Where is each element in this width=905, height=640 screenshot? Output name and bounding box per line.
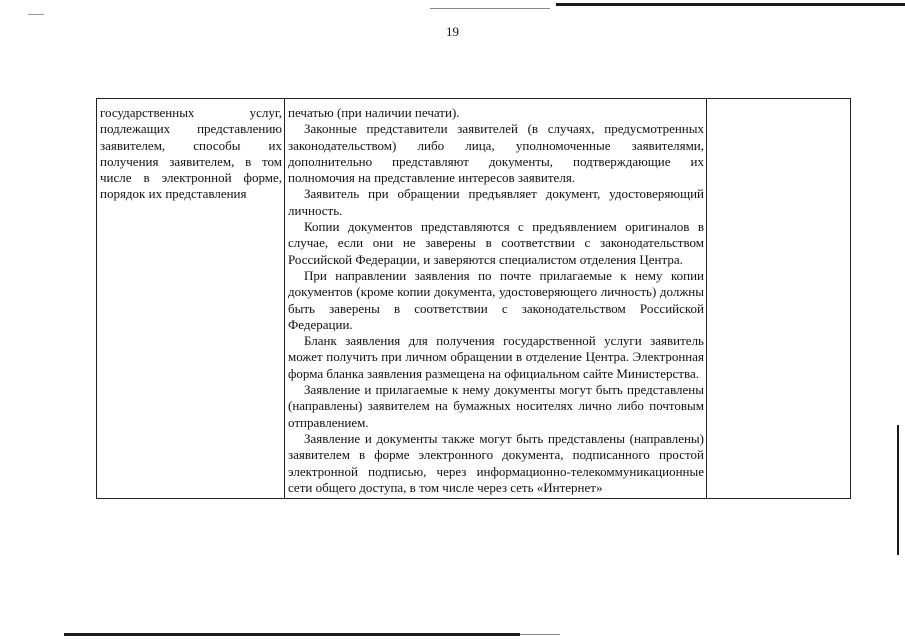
paragraph: Заявление и документы также могут быть представлены (направлены) заявителем в форме электронного документа, подписанного простой электронной подписью, через информационно-телекоммуникационные сети общего доступа, в том числе через сеть «Интернет» <box>288 430 704 495</box>
scan-line-bottom-thin <box>520 634 560 635</box>
scan-line-bottom <box>64 633 520 636</box>
page-number: 19 <box>446 24 459 39</box>
cell-text: государственных услуг, подлежащих представлению заявителем, способы их получения заявителем, в том числе в электронной форме, порядок их представления <box>100 105 282 202</box>
paragraph: Заявление и прилагаемые к нему документы могут быть представлены (направлены) заявителем на бумажных носителях лично либо почтовым отправлением. <box>288 382 704 430</box>
table-cell-requirement <box>97 99 285 499</box>
table-row <box>97 99 851 499</box>
paragraph: печатью (при наличии печати). <box>288 105 460 120</box>
paragraph: Бланк заявления для получения государственной услуги заявитель может получить при личном обращении в отделение Центра. Электронная форма бланка заявления размещена на официальном сайте Министерства. <box>288 333 704 381</box>
paragraph: Копии документов представляются с предъявлением оригиналов в случае, если они не заверены в соответствии с законодательством Российской Федерации, и заверяются специалистом отделения Центра. <box>288 219 704 267</box>
scan-line-right-edge <box>897 425 899 555</box>
document-table <box>96 98 851 499</box>
table-cell-empty <box>707 99 851 499</box>
scan-line-top-right <box>556 3 905 6</box>
scan-line-top-left <box>28 14 44 15</box>
paragraph: При направлении заявления по почте прилагаемые к нему копии документов (кроме копии документа, удостоверяющего личность) должны быть заверены в соответствии с законодательством Российской Федерации. <box>288 267 704 332</box>
paragraph: Законные представители заявителей (в случаях, предусмотренных законодательством) либо лица, уполномоченные заявителями, дополнительно представляют документы, подтверждающие их полномочия на представление интересов заявителя. <box>288 121 704 186</box>
paragraph: Заявитель при обращении предъявляет документ, удостоверяющий личность. <box>288 186 704 218</box>
scan-line-top-right-thin <box>430 8 550 9</box>
table-cell-description <box>285 99 707 499</box>
